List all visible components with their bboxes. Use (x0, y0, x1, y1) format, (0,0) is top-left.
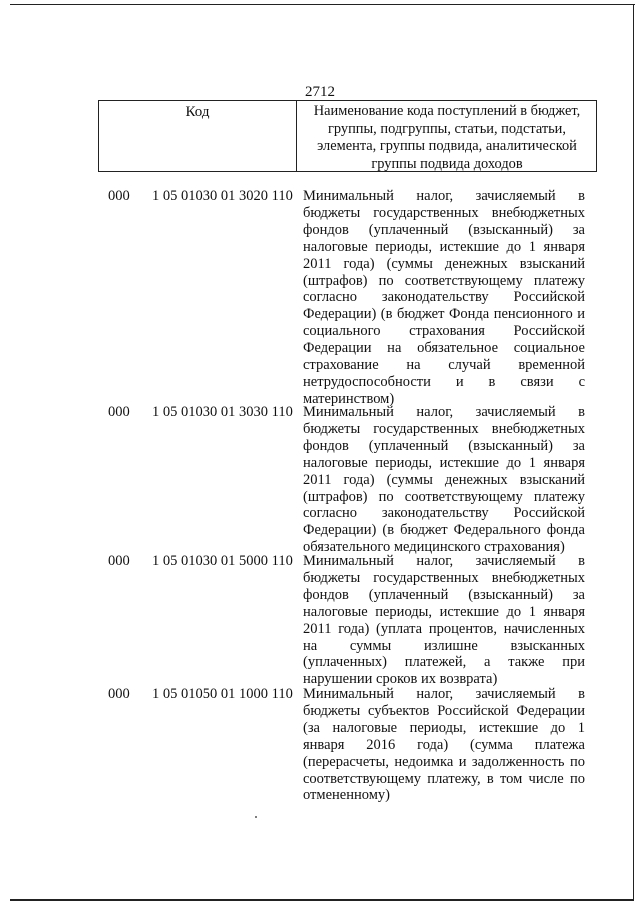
row-description: Минимальный налог, зачисляемый в бюджеты государственных внебюджетных фондов (уплаченный (взысканный) за налоговые периоды, истекшие до 1 января 2011 года) (суммы денежных взысканий (штрафов) по соответствующему платежу согласно законодательству Российской Федерации) (в бюджет Федерального фонда обязательного медицинского страхования) (303, 404, 585, 556)
header-code-label: Код (185, 104, 210, 120)
page-border-top (10, 4, 635, 5)
scan-speck (255, 816, 257, 818)
row-description: Минимальный налог, зачисляемый в бюджеты субъектов Российской Федерации (за налоговые периоды, истекшие до 1 января 2016 года) (сумма платежа (перерасчеты, недоимка и задолженность по соответствующему платежу, в том числе по отмененному) (303, 686, 585, 804)
row-budget-code: 1 05 01050 01 1000 110 (152, 686, 293, 702)
row-budget-code: 1 05 01030 01 3030 110 (152, 404, 293, 420)
row-group-code: 000 (108, 686, 130, 702)
row-budget-code: 1 05 01030 01 5000 110 (152, 553, 293, 569)
page-border-bottom (10, 899, 634, 901)
page-number: 2712 (305, 84, 335, 100)
row-group-code: 000 (108, 188, 130, 204)
page-border-right (633, 4, 634, 901)
header-name-label: Наименование кода поступлений в бюджет, группы, подгруппы, статьи, подстатьи, элемента, группы подвида, аналитической группы подвида доходов (313, 103, 581, 172)
row-budget-code: 1 05 01030 01 3020 110 (152, 188, 293, 204)
row-description: Минимальный налог, зачисляемый в бюджеты государственных внебюджетных фондов (уплаченный (взысканный) за налоговые периоды, истекшие до 1 января 2011 года) (уплата процентов, начисленных на суммы излишне взысканных (уплаченных) платежей, а также при нарушении сроков их возврата) (303, 553, 585, 688)
row-description: Минимальный налог, зачисляемый в бюджеты государственных внебюджетных фондов (уплаченный (взысканный) за налоговые периоды, истекшие до 1 января 2011 года) (суммы денежных взысканий (штрафов) по соответствующему платежу согласно законодательству Российской Федерации) (в бюджет Фонда пенсионного и социального страхования Российской Федерации на обязательное социальное страхование на случай временной нетрудоспособности и в связи с материнством) (303, 188, 585, 407)
row-group-code: 000 (108, 404, 130, 420)
row-group-code: 000 (108, 553, 130, 569)
